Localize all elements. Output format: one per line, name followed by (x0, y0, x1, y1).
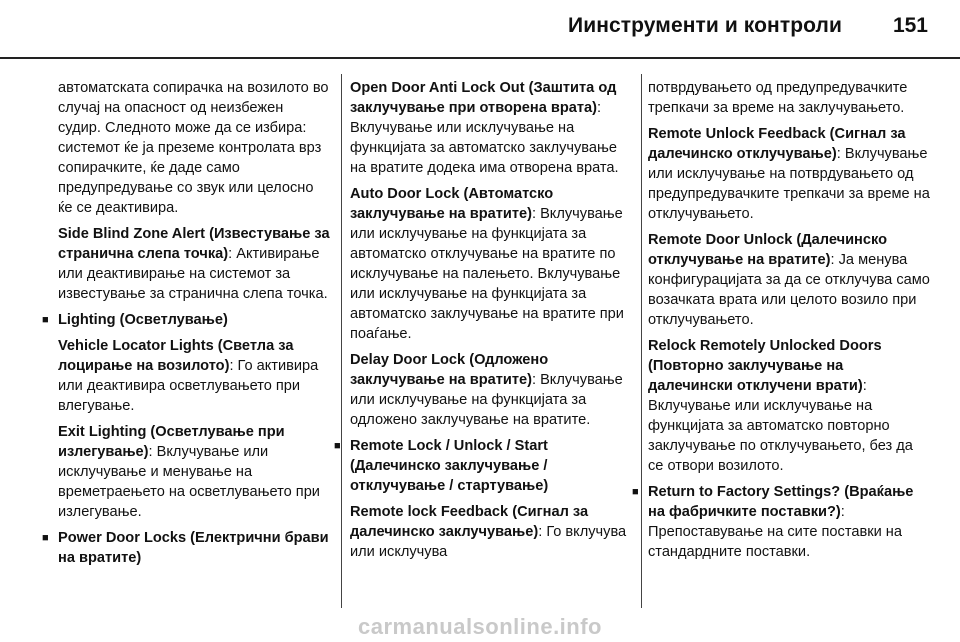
factory-bullet (632, 482, 932, 562)
exit-text: : Вклучување или исклучување и менување на времетраењето на осветлувањето при излегување. (58, 444, 320, 520)
remote-feedback-entry (350, 502, 630, 562)
page-header (0, 0, 960, 60)
remote-bullet (334, 436, 630, 496)
relock-text: : Вклучување или исклучување на функцијата за автоматско повторно заклучување по отклучувањето, без да се отвори возилото. (648, 378, 913, 474)
lighting-title: Lighting (Осветлување) (58, 312, 228, 328)
delay-title: Delay Door Lock (Одложено заклучување на вратите) (350, 352, 549, 388)
unlock-feedback-title: Remote Unlock Feedback (Сигнал за далечинско отклучување) (648, 126, 906, 162)
exit-title: Exit Lighting (Осветлување при излегување) (58, 424, 285, 460)
column-divider-2 (641, 74, 642, 608)
intro-paragraph: автоматската сопирачка на возилото во случај на опасност од неизбежен судир. Следното може да се избира: системот ќе ја преземе контролата врз сопирачките, ќе даде само предупредување со звук или целосно ќе се деактивира. (58, 80, 329, 216)
relock-title: Relock Remotely Unlocked Doors (Повторно заклучување на далечински отклучени врати) (648, 338, 882, 394)
header-rule (0, 57, 960, 59)
anti-lock-title: Open Door Anti Lock Out (Заштита од заклучување при отворена врата) (350, 80, 617, 116)
bullet-icon: ■ (334, 440, 341, 452)
lighting-bullet (42, 310, 330, 330)
bullet-icon: ■ (632, 486, 639, 498)
page-number: 151 (892, 14, 928, 37)
power-locks-bullet (42, 528, 330, 568)
factory-title: Return to Factory Settings? (Враќање на фабричките поставки?) (648, 484, 914, 520)
locator-entry (58, 336, 330, 416)
column-divider-1 (341, 74, 342, 608)
page-title: Иинструменти и контроли (568, 14, 842, 37)
unlock-feedback-entry (648, 124, 932, 224)
blind-zone-entry (58, 224, 330, 304)
watermark: carmanualsonline.info (358, 614, 602, 639)
remote-title: Remote Lock / Unlock / Start (Далечинско заклучување / отклучување / стартување) (350, 438, 549, 494)
delay-lock-entry (350, 350, 630, 430)
remote-feedback-title: Remote lock Feedback (Сигнал за далечинско заклучување) (350, 504, 589, 540)
auto-lock-entry (350, 184, 630, 344)
locator-text: : Го активира или деактивира осветлувањето при влегување. (58, 358, 319, 414)
remote-feedback-text: : Го вклучува или исклучува (350, 524, 627, 560)
remote-unlock-text: : Ја менува конфигурацијата за да се отклучува само возачката врата или целото возило при отклучувањето. (648, 252, 930, 328)
anti-lock-entry (350, 78, 630, 178)
blind-zone-title: Side Blind Zone Alert (Известување за странична слепа точка) (58, 226, 330, 262)
anti-lock-text: : Вклучување или исклучување на функцијата за автоматско заклучување на вратите додека има отворена врата. (350, 100, 619, 176)
delay-text: : Вклучување или исклучување на функцијата за одложено заклучување на вратите. (350, 372, 623, 428)
blind-zone-text: : Активирање или деактивирање на системот за известување за странична слепа точка. (58, 246, 328, 302)
exit-lighting-entry (58, 422, 330, 522)
factory-text: : Препоставување на сите поставки на стандардните поставки. (648, 504, 902, 560)
power-locks-title: Power Door Locks (Електрични брави на вратите) (58, 530, 329, 566)
column-2 (334, 78, 630, 568)
column-3 (632, 78, 932, 568)
unlock-feedback-text: : Вклучување или исклучување на потврдувањето од предупредувачките трепкачи за време на отклучувањето. (648, 146, 930, 222)
remote-unlock-entry (648, 230, 932, 330)
relock-entry (648, 336, 932, 476)
auto-lock-text: : Вклучување или исклучување на функцијата за автоматско отклучување на вратите по исклучување на палењето. Вклучување или исклучување на функцијата за автоматско заклучување на вратите при поаѓање. (350, 206, 624, 342)
continued-text: потврдувањето од предупредувачките трепкачи за време на заклучувањето. (648, 80, 908, 116)
auto-lock-title: Auto Door Lock (Автоматско заклучување на вратите) (350, 186, 554, 222)
bullet-icon: ■ (42, 532, 49, 544)
bullet-icon: ■ (42, 314, 49, 326)
column-1 (42, 78, 330, 574)
remote-unlock-title: Remote Door Unlock (Далечинско отклучување на вратите) (648, 232, 887, 268)
locator-title: Vehicle Locator Lights (Светла за лоцирање на возилото) (58, 338, 294, 374)
